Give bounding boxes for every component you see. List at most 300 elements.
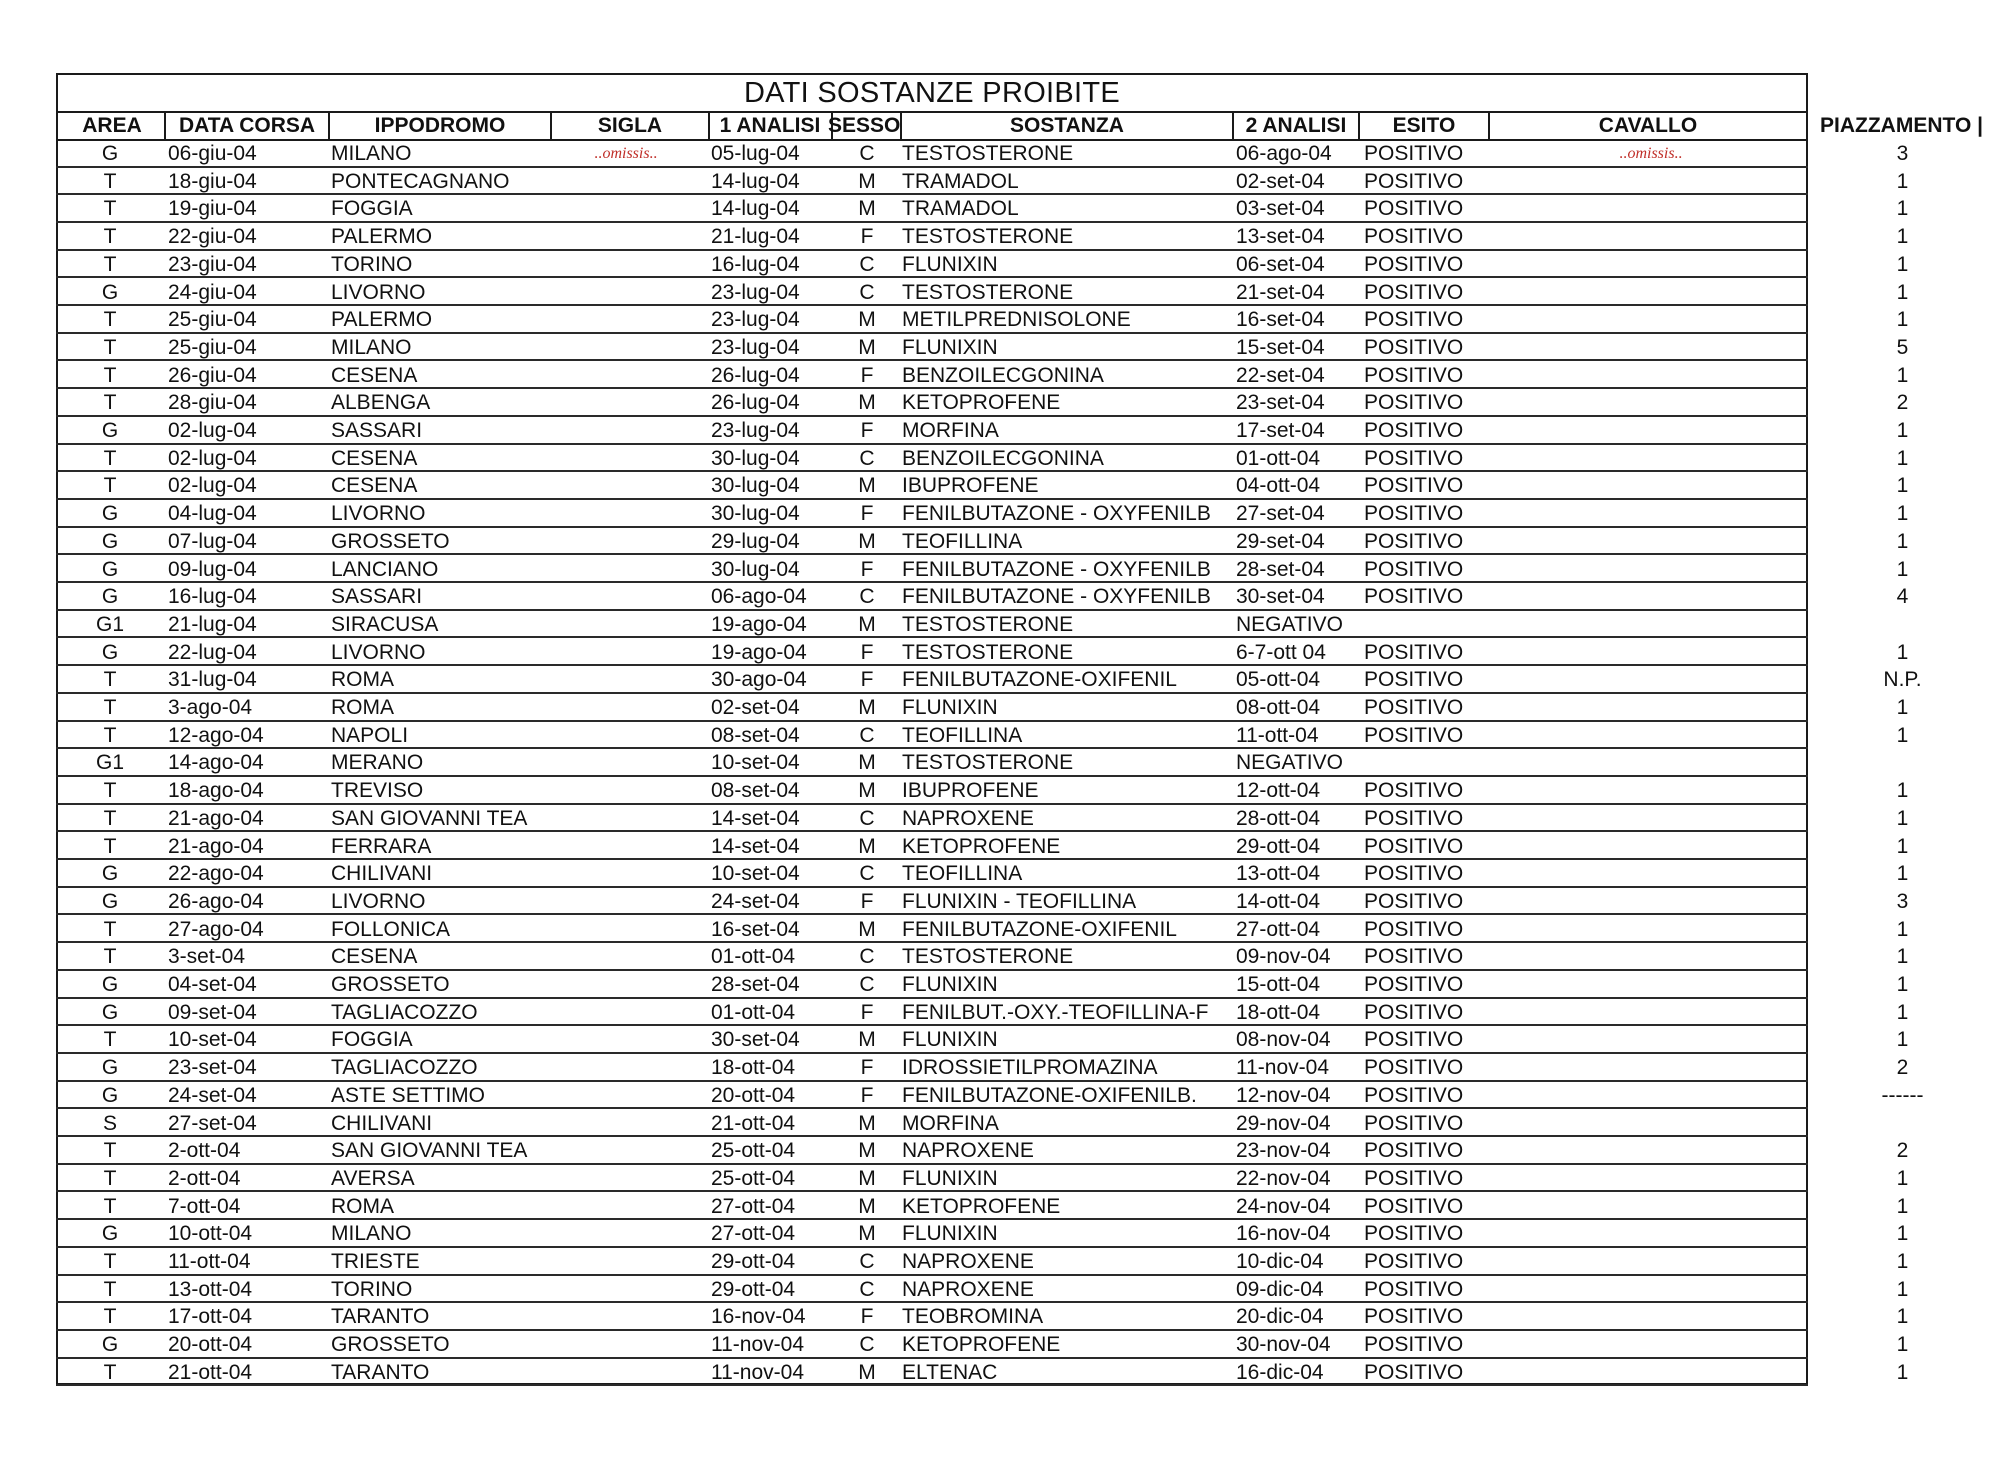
ippodromo-cell: NAPOLI [331, 723, 409, 747]
data-corsa-cell: 21-lug-04 [168, 612, 257, 636]
table-row [56, 140, 1808, 168]
area-cell: T [103, 668, 117, 692]
sigla-cell [546, 251, 706, 277]
sostanza-cell: TRAMADOL [902, 197, 1019, 221]
ippodromo-cell: GROSSETO [331, 973, 450, 996]
analisi2-cell: 30-set-04 [1236, 585, 1325, 609]
header-analisi1: 1 ANALISI [719, 114, 821, 137]
header-sigla: SIGLA [597, 114, 663, 137]
sostanza-cell: IBUPROFENE [902, 474, 1039, 498]
analisi2-cell: 28-ott-04 [1236, 806, 1321, 830]
piazzamento-cell: 1 [1896, 723, 1909, 747]
sesso-cell: M [858, 917, 876, 941]
table-row [56, 1248, 1808, 1276]
table-row [56, 306, 1808, 334]
area-cell: T [103, 308, 117, 332]
piazzamento-cell: 1 [1896, 446, 1909, 470]
data-corsa-cell: 09-set-04 [168, 1000, 257, 1024]
sesso-cell: F [860, 1000, 874, 1024]
area-cell: T [103, 723, 117, 747]
cavallo-cell [1496, 445, 1806, 471]
piazzamento-cell: 1 [1896, 1166, 1909, 1190]
esito-cell: POSITIVO [1364, 1305, 1464, 1329]
piazzamento-cell: 3 [1896, 142, 1909, 165]
analisi1-cell: 16-nov-04 [711, 1305, 806, 1329]
table-row [56, 223, 1808, 251]
cavallo-cell [1496, 1220, 1806, 1246]
sesso-cell: C [859, 862, 875, 886]
sesso-cell: M [858, 197, 876, 221]
area-cell: G [101, 557, 119, 581]
sigla-cell [546, 1110, 706, 1136]
area-cell: G [101, 640, 119, 664]
sesso-cell: F [860, 889, 874, 913]
sigla-cell [546, 1054, 706, 1080]
analisi1-cell: 30-lug-04 [711, 474, 800, 498]
sigla-cell [546, 971, 706, 997]
sostanza-cell: FLUNIXIN [902, 696, 998, 719]
esito-cell: POSITIVO [1364, 225, 1464, 249]
ippodromo-cell: CHILIVANI [331, 1111, 433, 1135]
analisi1-cell: 16-lug-04 [711, 252, 800, 276]
sesso-cell: F [860, 419, 874, 442]
data-corsa-cell: 3-ago-04 [168, 696, 253, 719]
data-corsa-cell: 18-ago-04 [168, 779, 264, 803]
ippodromo-cell: AVERSA [331, 1166, 415, 1190]
data-corsa-cell: 04-set-04 [168, 973, 257, 996]
sostanza-cell: FLUNIXIN [902, 252, 998, 276]
sigla-cell [546, 1248, 706, 1274]
analisi1-cell: 05-lug-04 [711, 142, 800, 165]
analisi2-cell: 13-ott-04 [1236, 862, 1321, 886]
area-cell: T [103, 446, 117, 470]
ippodromo-cell: CESENA [331, 446, 418, 470]
area-cell: T [103, 225, 117, 249]
sostanza-cell: TESTOSTERONE [902, 640, 1074, 664]
area-cell: T [103, 945, 117, 969]
analisi2-cell: 22-set-04 [1236, 363, 1325, 387]
cavallo-cell [1496, 777, 1806, 803]
cavallo-cell [1496, 722, 1806, 748]
analisi2-cell: 11-ott-04 [1236, 723, 1319, 747]
sesso-cell: M [858, 335, 876, 359]
data-corsa-cell: 22-ago-04 [168, 862, 264, 886]
piazzamento-cell: 1 [1896, 502, 1909, 526]
esito-cell: POSITIVO [1364, 889, 1464, 913]
cavallo-cell [1496, 168, 1806, 194]
esito-cell: POSITIVO [1364, 280, 1464, 304]
esito-cell: POSITIVO [1364, 945, 1464, 969]
sigla-cell [546, 1165, 706, 1191]
sigla-cell [546, 611, 706, 637]
analisi2-cell: 16-set-04 [1236, 308, 1325, 332]
data-corsa-cell: 24-giu-04 [168, 280, 257, 304]
header-cavallo: CAVALLO [1598, 114, 1698, 137]
esito-cell: POSITIVO [1364, 308, 1464, 332]
ippodromo-cell: TARANTO [331, 1360, 430, 1384]
sigla-cell [546, 417, 706, 443]
cavallo-cell [1496, 334, 1806, 360]
analisi2-cell: 02-set-04 [1236, 169, 1325, 193]
cavallo-cell [1496, 223, 1806, 249]
area-cell: T [103, 474, 117, 498]
table-row [56, 500, 1808, 528]
cavallo-cell [1496, 389, 1806, 415]
sesso-cell: C [859, 723, 875, 747]
analisi2-cell: 16-dic-04 [1236, 1360, 1324, 1384]
ippodromo-cell: TRIESTE [331, 1250, 420, 1273]
piazzamento-cell: 1 [1896, 529, 1909, 553]
area-cell: T [103, 1305, 117, 1329]
table-row [56, 1303, 1808, 1331]
analisi1-cell: 28-set-04 [711, 973, 800, 996]
table-row [56, 999, 1808, 1027]
table-row [56, 334, 1808, 362]
data-corsa-cell: 2-ott-04 [168, 1166, 241, 1190]
sostanza-cell: FENILBUTAZONE - OXYFENILB [902, 557, 1211, 581]
table-row [56, 611, 1808, 639]
table-row [56, 1220, 1808, 1248]
cavallo-cell [1496, 1276, 1806, 1302]
sostanza-cell: MORFINA [902, 419, 999, 442]
piazzamento-cell: 1 [1896, 640, 1909, 664]
table-row [56, 583, 1808, 611]
data-corsa-cell: 26-giu-04 [168, 363, 257, 387]
table-row [56, 694, 1808, 722]
sesso-cell: C [859, 1333, 875, 1357]
analisi2-cell: 16-nov-04 [1236, 1222, 1331, 1246]
analisi2-cell: NEGATIVO [1236, 751, 1343, 775]
analisi2-cell: 6-7-ott 04 [1236, 640, 1326, 664]
ippodromo-cell: TREVISO [331, 779, 424, 803]
cavallo-cell [1496, 1054, 1806, 1080]
sesso-cell: M [858, 779, 876, 803]
sostanza-cell: NAPROXENE [902, 806, 1034, 830]
ippodromo-cell: SAN GIOVANNI TEA [331, 1139, 528, 1163]
analisi1-cell: 11-nov-04 [711, 1360, 805, 1384]
analisi2-cell: 09-nov-04 [1236, 945, 1331, 969]
esito-cell: POSITIVO [1364, 1083, 1464, 1107]
sostanza-cell: KETOPROFENE [902, 834, 1061, 858]
esito-cell: POSITIVO [1364, 1333, 1464, 1357]
analisi2-cell: 09-dic-04 [1236, 1277, 1324, 1301]
sigla-cell [546, 362, 706, 388]
sesso-cell: F [860, 640, 874, 664]
cavallo-cell [1496, 472, 1806, 498]
ippodromo-cell: PALERMO [331, 308, 433, 332]
sostanza-cell: FLUNIXIN [902, 973, 998, 996]
ippodromo-cell: MERANO [331, 751, 424, 775]
table-row [56, 195, 1808, 223]
cavallo-cell [1496, 279, 1806, 305]
sostanza-cell: FENILBUT.-OXY.-TEOFILLINA-F [902, 1000, 1209, 1024]
ippodromo-cell: TAGLIACOZZO [331, 1056, 478, 1080]
piazzamento-cell [1820, 749, 1985, 777]
data-corsa-cell: 27-ago-04 [168, 917, 264, 941]
analisi1-cell: 08-set-04 [711, 723, 800, 747]
ippodromo-cell: MILANO [331, 335, 412, 359]
piazzamento-cell: 5 [1896, 335, 1909, 359]
sesso-cell: F [860, 1305, 874, 1329]
table-row [56, 1165, 1808, 1193]
area-cell: G [101, 280, 119, 304]
area-cell: T [103, 834, 117, 858]
table-row [56, 1110, 1808, 1138]
sigla-cell [546, 1331, 706, 1357]
analisi1-cell: 26-lug-04 [711, 391, 800, 415]
cavallo-cell [1496, 916, 1806, 942]
ippodromo-cell: ASTE SETTIMO [331, 1083, 486, 1107]
piazzamento-cell: 1 [1896, 474, 1909, 498]
data-corsa-cell: 21-ago-04 [168, 834, 264, 858]
esito-cell: POSITIVO [1364, 834, 1464, 858]
data-corsa-cell: 22-lug-04 [168, 640, 257, 664]
analisi2-cell: 17-set-04 [1236, 419, 1325, 442]
analisi2-cell: 12-ott-04 [1236, 779, 1321, 803]
sesso-cell: F [860, 1056, 874, 1080]
analisi2-cell: 14-ott-04 [1236, 889, 1321, 913]
table-row [56, 445, 1808, 473]
ippodromo-cell: PALERMO [331, 225, 433, 249]
table-row [56, 777, 1808, 805]
cavallo-cell: ..omissis.. [1619, 145, 1683, 162]
analisi1-cell: 01-ott-04 [711, 945, 796, 969]
analisi1-cell: 02-set-04 [711, 696, 800, 719]
analisi2-cell: 28-set-04 [1236, 557, 1325, 581]
ippodromo-cell: LANCIANO [331, 557, 439, 581]
piazzamento-cell: 1 [1896, 1000, 1909, 1024]
table-row [56, 251, 1808, 279]
ippodromo-cell: CESENA [331, 363, 418, 387]
piazzamento-cell: 1 [1896, 169, 1909, 193]
area-cell: G [101, 585, 119, 609]
sigla-cell [546, 805, 706, 831]
area-cell: T [103, 169, 117, 193]
data-corsa-cell: 02-lug-04 [168, 419, 257, 442]
cavallo-cell [1496, 1110, 1806, 1136]
piazzamento-cell: 3 [1896, 889, 1909, 913]
data-corsa-cell: 24-set-04 [168, 1083, 257, 1107]
sesso-cell: F [860, 502, 874, 526]
piazzamento-cell: 2 [1896, 391, 1909, 415]
ippodromo-cell: CESENA [331, 945, 418, 969]
sesso-cell: C [859, 945, 875, 969]
table-row [56, 362, 1808, 390]
piazzamento-cell: 1 [1896, 834, 1909, 858]
piazzamento-cell: 1 [1896, 557, 1909, 581]
esito-cell: POSITIVO [1364, 1111, 1464, 1135]
cavallo-cell [1496, 971, 1806, 997]
piazzamento-cell: 1 [1896, 1277, 1909, 1301]
table-row [56, 943, 1808, 971]
table-row [56, 1026, 1808, 1054]
sigla-cell [546, 445, 706, 471]
sostanza-cell: BENZOILECGONINA [902, 446, 1104, 470]
ippodromo-cell: SASSARI [331, 419, 423, 442]
cavallo-cell [1496, 1082, 1806, 1108]
analisi2-cell: 13-set-04 [1236, 225, 1325, 249]
piazzamento-cell: 1 [1896, 1250, 1909, 1273]
data-corsa-cell: 18-giu-04 [168, 169, 257, 193]
table-row [56, 916, 1808, 944]
cavallo-cell [1496, 362, 1806, 388]
data-corsa-cell: 09-lug-04 [168, 557, 257, 581]
sesso-cell: M [858, 529, 876, 553]
cavallo-cell [1496, 417, 1806, 443]
esito-cell: POSITIVO [1364, 779, 1464, 803]
analisi2-cell: 22-nov-04 [1236, 1166, 1331, 1190]
analisi1-cell: 24-set-04 [711, 889, 800, 913]
analisi2-cell: 08-ott-04 [1236, 696, 1321, 719]
analisi2-cell: 03-set-04 [1236, 197, 1325, 221]
piazzamento-cell: 1 [1896, 1222, 1909, 1246]
sigla-cell [546, 195, 706, 221]
analisi1-cell: 10-set-04 [711, 862, 800, 886]
piazzamento-cell: 1 [1896, 280, 1909, 304]
piazzamento-cell: 4 [1896, 585, 1909, 609]
esito-cell: POSITIVO [1364, 474, 1464, 498]
data-corsa-cell: 16-lug-04 [168, 585, 257, 609]
analisi1-cell: 14-set-04 [711, 834, 800, 858]
analisi1-cell: 30-lug-04 [711, 502, 800, 526]
ippodromo-cell: LIVORNO [331, 889, 426, 913]
header-ippodromo: IPPODROMO [374, 114, 506, 137]
sesso-cell: F [860, 363, 874, 387]
area-cell: T [103, 1360, 117, 1384]
data-corsa-cell: 17-ott-04 [168, 1305, 253, 1329]
analisi1-cell: 18-ott-04 [711, 1056, 796, 1080]
sigla-cell [546, 1303, 706, 1329]
data-corsa-cell: 10-ott-04 [168, 1222, 253, 1246]
sigla-cell [546, 168, 706, 194]
ippodromo-cell: SAN GIOVANNI TEA [331, 806, 528, 830]
sesso-cell: F [860, 1083, 874, 1107]
data-corsa-cell: 7-ott-04 [168, 1194, 241, 1218]
piazzamento-cell: 1 [1896, 696, 1909, 719]
table-row [56, 1137, 1808, 1165]
piazzamento-cell: 1 [1896, 1333, 1909, 1357]
sesso-cell: C [859, 973, 875, 996]
sigla-cell [546, 1193, 706, 1219]
sostanza-cell: TESTOSTERONE [902, 225, 1074, 249]
sostanza-cell: KETOPROFENE [902, 391, 1061, 415]
esito-cell: POSITIVO [1364, 197, 1464, 221]
sostanza-cell: ELTENAC [902, 1360, 998, 1384]
area-cell: G [101, 1333, 119, 1357]
sesso-cell: C [859, 806, 875, 830]
table-row [56, 971, 1808, 999]
sesso-cell: M [858, 1194, 876, 1218]
table-row [56, 749, 1808, 777]
area-cell: T [103, 335, 117, 359]
esito-cell: POSITIVO [1364, 1250, 1464, 1273]
area-cell: G [101, 142, 119, 165]
area-cell: T [103, 1250, 117, 1273]
esito-cell: POSITIVO [1364, 640, 1464, 664]
sostanza-cell: IBUPROFENE [902, 779, 1039, 803]
sigla-cell [546, 472, 706, 498]
sostanza-cell: TESTOSTERONE [902, 612, 1074, 636]
table-row [56, 833, 1808, 861]
sostanza-cell: TESTOSTERONE [902, 142, 1074, 165]
esito-cell: POSITIVO [1364, 973, 1464, 996]
analisi1-cell: 25-ott-04 [711, 1166, 796, 1190]
ippodromo-cell: TORINO [331, 252, 413, 276]
table-row [56, 722, 1808, 750]
sostanza-cell: FENILBUTAZONE - OXYFENILB [902, 502, 1211, 526]
sesso-cell: M [858, 308, 876, 332]
table-row [56, 389, 1808, 417]
cavallo-cell [1496, 1026, 1806, 1052]
analisi1-cell: 26-lug-04 [711, 363, 800, 387]
area-cell: S [102, 1111, 117, 1135]
esito-cell: POSITIVO [1364, 723, 1464, 747]
esito-cell: POSITIVO [1364, 585, 1464, 609]
piazzamento-cell [1820, 1110, 1985, 1138]
area-cell: T [103, 252, 117, 276]
table-row [56, 472, 1808, 500]
analisi2-cell: 24-nov-04 [1236, 1194, 1331, 1218]
analisi1-cell: 14-lug-04 [711, 197, 800, 221]
esito-cell: POSITIVO [1364, 169, 1464, 193]
cavallo-cell [1496, 666, 1806, 692]
ippodromo-cell: SASSARI [331, 585, 423, 609]
sostanza-cell: NAPROXENE [902, 1277, 1034, 1301]
cavallo-cell [1496, 528, 1806, 554]
area-cell: T [103, 779, 117, 803]
sesso-cell: C [859, 1250, 875, 1273]
piazzamento-cell: 1 [1896, 1194, 1909, 1218]
area-cell: T [103, 917, 117, 941]
cavallo-cell [1496, 860, 1806, 886]
esito-cell: POSITIVO [1364, 557, 1464, 581]
sesso-cell: M [858, 834, 876, 858]
analisi1-cell: 27-ott-04 [711, 1222, 796, 1246]
esito-cell: POSITIVO [1364, 363, 1464, 387]
data-corsa-cell: 31-lug-04 [168, 668, 257, 692]
analisi2-cell: 08-nov-04 [1236, 1028, 1331, 1052]
data-corsa-cell: 2-ott-04 [168, 1139, 241, 1163]
table-row [56, 639, 1808, 667]
sigla-cell [546, 223, 706, 249]
data-corsa-cell: 07-lug-04 [168, 529, 257, 553]
sostanza-cell: TEOFILLINA [902, 529, 1023, 553]
analisi2-cell: NEGATIVO [1236, 612, 1343, 636]
ippodromo-cell: LIVORNO [331, 280, 426, 304]
area-cell: T [103, 197, 117, 221]
sostanza-cell: FENILBUTAZONE-OXIFENILB. [902, 1083, 1197, 1107]
cavallo-cell [1496, 943, 1806, 969]
sostanza-cell: FLUNIXIN [902, 1166, 998, 1190]
sostanza-cell: FLUNIXIN [902, 335, 998, 359]
analisi2-cell: 29-ott-04 [1236, 834, 1321, 858]
data-corsa-cell: 3-set-04 [168, 945, 246, 969]
piazzamento-cell: 2 [1896, 1056, 1909, 1080]
analisi1-cell: 14-lug-04 [711, 169, 800, 193]
analisi1-cell: 29-ott-04 [711, 1277, 796, 1301]
sostanza-cell: KETOPROFENE [902, 1194, 1061, 1218]
analisi2-cell: 23-nov-04 [1236, 1139, 1331, 1163]
table-row [56, 1193, 1808, 1221]
sigla-cell [546, 999, 706, 1025]
ippodromo-cell: SIRACUSA [331, 612, 439, 636]
analisi2-cell: 15-ott-04 [1236, 973, 1321, 996]
ippodromo-cell: FERRARA [331, 834, 432, 858]
header-analisi2: 2 ANALISI [1245, 114, 1347, 137]
sesso-cell: C [859, 280, 875, 304]
area-cell: T [103, 363, 117, 387]
piazzamento-cell [1820, 611, 1985, 639]
